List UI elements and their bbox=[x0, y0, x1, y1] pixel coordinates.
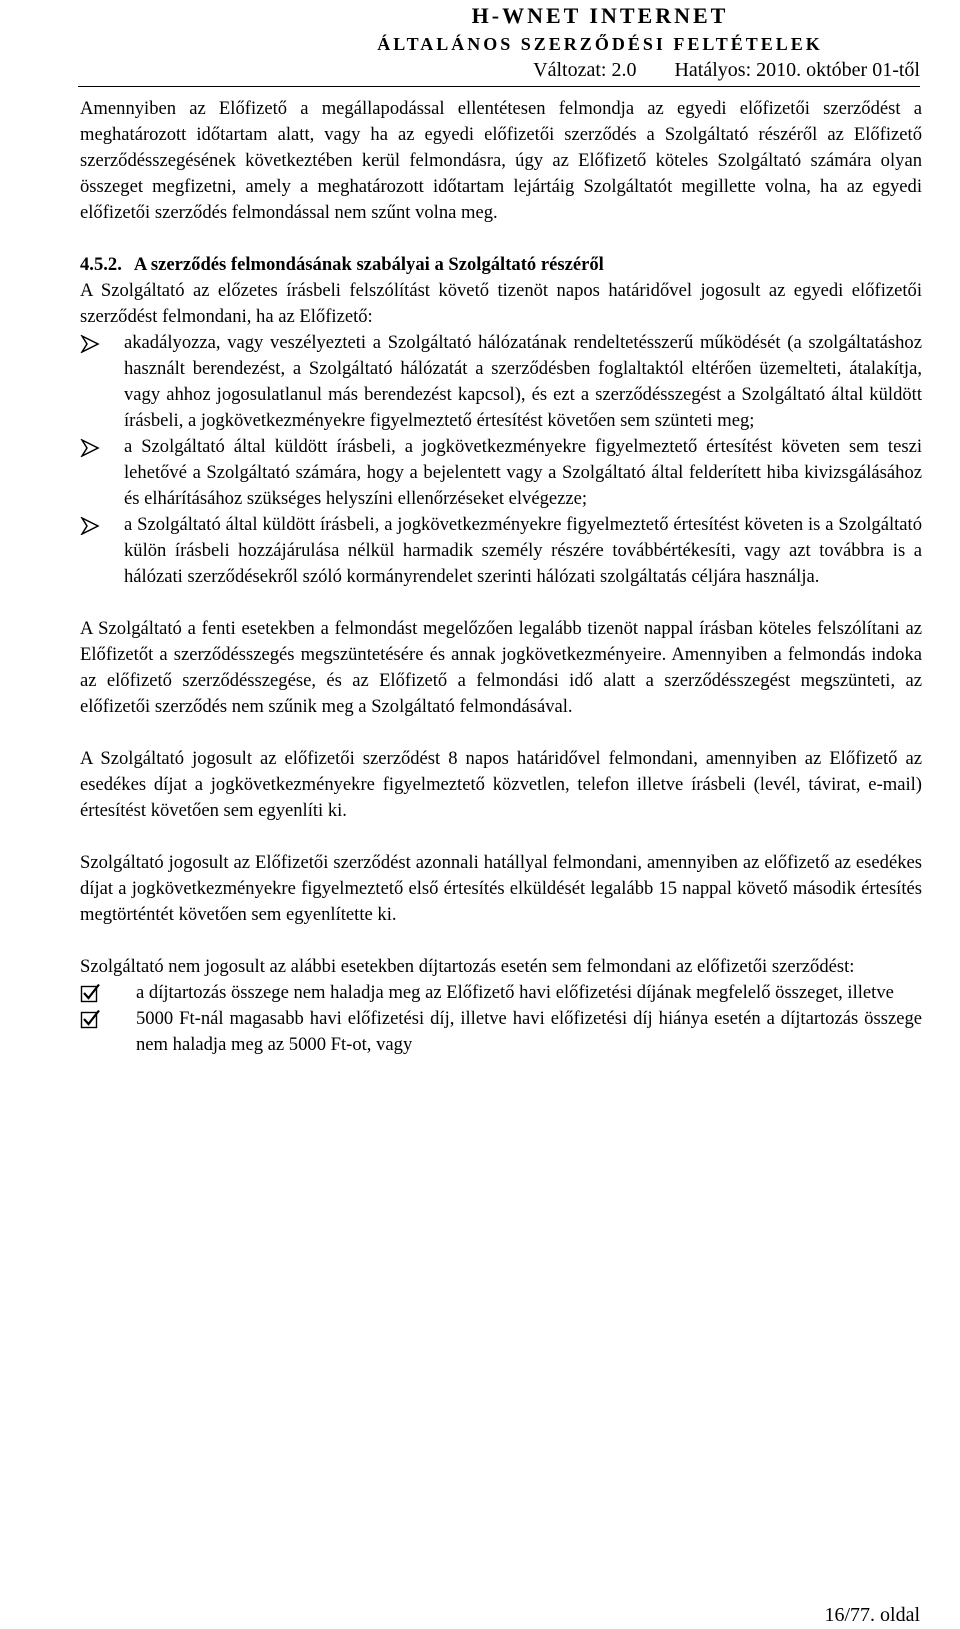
arrow-bullet-icon bbox=[80, 517, 100, 535]
page-header bbox=[280, 0, 920, 82]
list-item bbox=[80, 1006, 922, 1058]
effective-date-label: Hatályos: 2010. október 01-től bbox=[674, 59, 920, 81]
list-item bbox=[80, 980, 922, 1006]
checkbox-checked-icon bbox=[80, 983, 100, 1003]
list-item-text: 5000 Ft-nál magasabb havi előfizetési díj, illetve havi előfizetési díj hiánya esetén a díjtartozás összege nem haladja meg az 5000 Ft-ot, vagy bbox=[136, 1008, 922, 1055]
header-meta bbox=[280, 58, 920, 82]
section-heading bbox=[80, 252, 922, 278]
paragraph-exceptions: Szolgáltató nem jogosult az alábbi esetekben díjtartozás esetén sem felmondani az előfizetői szerződést: bbox=[80, 956, 855, 977]
paragraph-8-days: A Szolgáltató jogosult az előfizetői szerződést 8 napos határidővel felmondani, amennyiben az Előfizető az esedékes díjat a jogkövetkezményekre figyelmeztető közvetlen, telefon illetve írásbeli (levél, távirat, e-mail) értesítést követően sem egyenlíti ki. bbox=[80, 748, 922, 821]
document-body bbox=[80, 96, 922, 1058]
lead-paragraph: A Szolgáltató az előzetes írásbeli felszólítást követő tizenöt napos határidővel jogosult az egyedi előfizetői szerződést felmondani, ha az Előfizető: bbox=[80, 280, 922, 327]
paragraph-notice: A Szolgáltató a fenti esetekben a felmondást megelőzően legalább tizenöt nappal írásban köteles felszólítani az Előfizetőt a szerződésszegés megszüntetésére és annak jogkövetkezményeire. Amennyiben a felmondás indoka az előfizető szerződésszegése, és az Előfizető a felmondási idő alatt a szerződésszegést megszünteti, az előfizetői szerződés nem szűnik meg a Szolgáltató felmondásával. bbox=[80, 618, 922, 717]
page-number: 16/77. oldal bbox=[824, 1604, 920, 1626]
version-label: Változat: 2.0 bbox=[533, 59, 637, 81]
list-item bbox=[80, 330, 922, 434]
list-item-text: a díjtartozás összege nem haladja meg az Előfizető havi előfizetési díjának megfelelő összeget, illetve bbox=[136, 982, 894, 1003]
list-item-text: akadályozza, vagy veszélyezteti a Szolgáltató hálózatának rendeltetésszerű működését (a szolgáltatáshoz használt berendezést, a Szolgáltató hálózatát a szerződésben foglaltaktól eltérően üzemelteti, átalakítja, vagy ahhoz jogosulatlanul más berendezést kapcsol), és ezt a szerződésszegést a Szolgáltató által küldött írásbeli, a jogkövetkezményekre figyelmeztető értesítést követően sem szünteti meg; bbox=[124, 332, 922, 431]
section-number: 4.5.2. bbox=[80, 254, 122, 275]
header-divider bbox=[78, 86, 920, 87]
check-list bbox=[80, 980, 922, 1058]
list-item bbox=[80, 434, 922, 512]
arrow-bullet-icon bbox=[80, 439, 100, 457]
document-title: ÁLTALÁNOS SZERZŐDÉSI FELTÉTELEK bbox=[377, 34, 823, 54]
list-item-text: a Szolgáltató által küldött írásbeli, a jogkövetkezményekre figyelmeztető értesítést követen is a Szolgáltató külön írásbeli hozzájárulása nélkül harmadik személy részére továbbértékesíti, vagy azt továbbra is a hálózati szerződésekről szóló kormányrendelet szerinti hálózati szolgáltatás céljára használja. bbox=[124, 514, 922, 587]
paragraph-immediate: Szolgáltató jogosult az Előfizetői szerződést azonnali hatállyal felmondani, amennyiben az előfizető az esedékes díjat a jogkövetkezményekre figyelmeztető első értesítés elküldését legalább 15 nappal követő második értesítés megtörténtét követően sem egyenlítette ki. bbox=[80, 852, 922, 925]
checkbox-checked-icon bbox=[80, 1009, 100, 1029]
list-item-text: a Szolgáltató által küldött írásbeli, a jogkövetkezményekre figyelmeztető értesítést követen sem teszi lehetővé a Szolgáltató számára, hogy a bejelentett vagy a Szolgáltató által felderített hiba kivizsgálásához és elhárításához szükséges helyszíni ellenőrzéseket elvégezze; bbox=[124, 436, 922, 509]
company-name: H-WNET INTERNET bbox=[471, 3, 729, 28]
intro-paragraph: Amennyiben az Előfizető a megállapodással ellentétesen felmondja az egyedi előfizetői szerződést a meghatározott időtartam alatt, vagy ha az egyedi előfizetői szerződés a Szolgáltató részéről az Előfizető szerződésszegésének következtében kerül felmondásra, úgy az Előfizető köteles Szolgáltató számára olyan összeget megfizetni, amely a meghatározott időtartam lejártáig Szolgáltatót megillette volna, ha az egyedi előfizetői szerződés felmondással nem szűnt volna meg. bbox=[80, 98, 922, 223]
section-title: A szerződés felmondásának szabályai a Szolgáltató részéről bbox=[133, 254, 604, 275]
arrow-bullet-icon bbox=[80, 335, 100, 353]
list-item bbox=[80, 512, 922, 590]
arrow-list bbox=[80, 330, 922, 590]
